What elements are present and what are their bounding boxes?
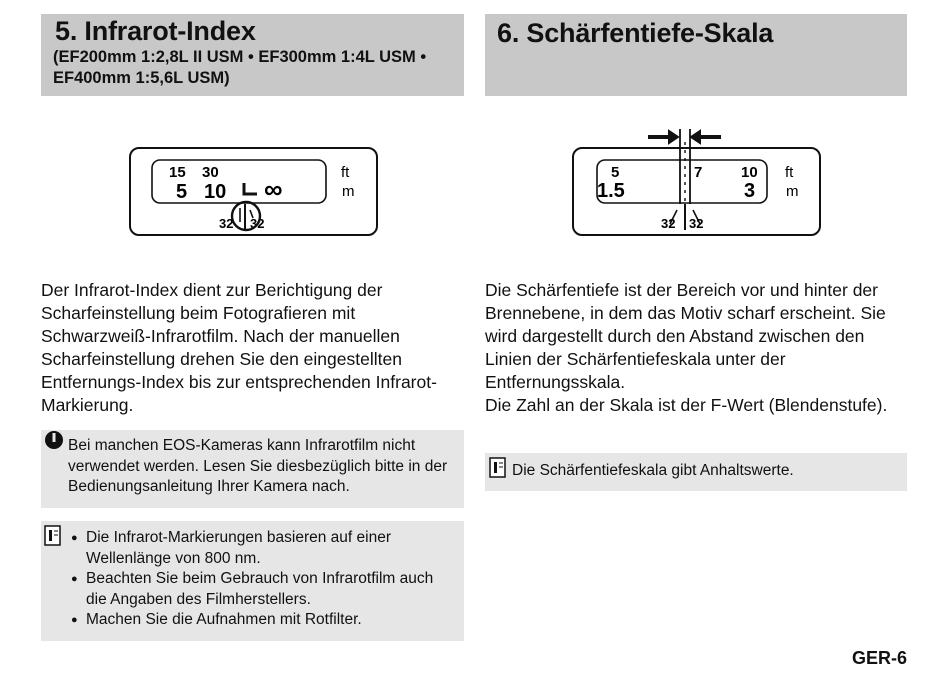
infinity-mark: ∞ [264,174,283,204]
m-value: 5 [176,181,188,203]
memo-box [41,521,464,641]
memo-icon [44,525,62,554]
caution-text: Bei manchen EOS-Kameras kann Infrarotfilm nicht verwendet werden. Lesen Sie diesbezüglich bitte in der Bedienungsanleitung Ihrer Kamera nach. [68,437,448,495]
section-6-header [485,14,907,96]
memo-icon [489,457,507,486]
unit-m: m [786,183,799,200]
memo-list [71,528,456,631]
aperture-label: 32 [250,216,265,231]
arrow-right-icon [649,131,678,143]
unit-ft: ft [785,164,794,181]
aperture-label: 32 [689,216,704,231]
list-item: ● Machen Sie die Aufnahmen mit Rotfilter. [71,610,456,631]
section-5-subtitle: (EF200mm 1:2,8L II USM • EF300mm 1:4L USM • EF400mm 1:5,6L USM) [53,48,427,87]
page-number: GER-6 [852,648,908,668]
ft-value: 30 [202,164,219,181]
m-value: 1.5 [597,180,625,202]
caution-box [41,430,464,508]
infrared-index-diagram [126,144,381,239]
ft-value: 10 [741,164,758,181]
unit-m: m [342,183,355,200]
section-5-title: 5. Infrarot-Index [55,16,256,46]
aperture-label: 32 [661,216,676,231]
section-5-header [41,14,464,96]
section-6-paragraph: Die Zahl an der Skala ist der F-Wert (Blendenstufe). [485,395,888,415]
caution-icon [43,430,65,459]
ft-value: 5 [611,164,620,181]
memo-box [485,453,907,491]
unit-ft: ft [341,164,350,181]
section-6-paragraph: Die Schärfentiefe ist der Bereich vor und hinter der Brennebene, in dem das Motiv scharf erscheint. Sie wird dargestellt durch den Abstand zwischen den Linien der Schärfentiefeskala unter der Entfernungsskala. [485,280,886,392]
section-6-body [485,279,910,417]
section-5-body: Der Infrarot-Index dient zur Berichtigung der Scharfeinstellung beim Fotografieren mit Schwarzweiß-Infrarotfilm. Nach der manuellen Scharfeinstellung drehen Sie den eingestellten Entfernungs-Index bis zur entsprechenden Infrarot-Markierung. [41,280,437,415]
depth-of-field-diagram [569,124,824,239]
aperture-label: 32 [219,216,234,231]
section-6-title: 6. Schärfentiefe-Skala [497,18,774,48]
m-value: 3 [744,180,756,202]
memo-text: Die Schärfentiefeskala gibt Anhaltswerte. [512,462,794,479]
list-item: ● Die Infrarot-Markierungen basieren auf einer Wellenlänge von 800 nm. [71,528,456,569]
ft-value: 7 [694,164,703,181]
m-value: 10 [204,181,227,203]
list-item: ● Beachten Sie beim Gebrauch von Infrarotfilm auch die Angaben des Filmherstellers. [71,569,456,610]
arrow-left-icon [691,131,720,143]
ft-value: 15 [169,164,186,181]
